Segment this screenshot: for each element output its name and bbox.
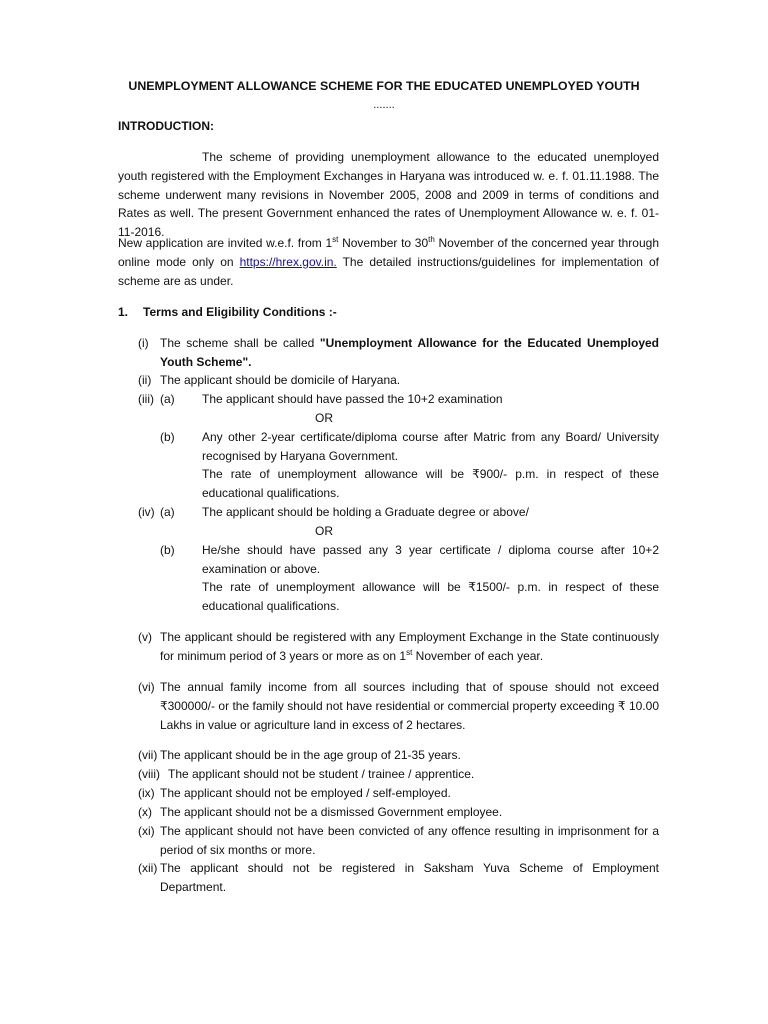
item-iv-a-label: (a)	[160, 505, 175, 519]
item-i-prefix: The scheme shall be called	[160, 336, 320, 350]
item-iii-rate: The rate of unemployment allowance will be ₹900/- p.m. in respect of these educational qualifications.	[202, 467, 659, 500]
item-ix: The applicant should not be employed / self-employed.	[160, 786, 451, 800]
apply-sup-1: st	[332, 235, 339, 244]
title-separator: .......	[373, 99, 395, 111]
apply-text-4: The detailed instructions/guidelines for implementation of scheme are as under.	[118, 254, 659, 288]
item-viii: The applicant should not be student / trainee / apprentice.	[168, 767, 475, 781]
item-iv-b: He/she should have passed any 3 year certificate / diploma course after 10+2 examination or above.	[202, 543, 659, 576]
item-v-text-1: The applicant should be registered with any Employment Exchange in the State continuously for minimum period of 3 years or more as on 1	[160, 630, 659, 663]
item-i	[160, 334, 659, 372]
item-vi-number: (vi)	[138, 680, 155, 694]
item-iii-a-label: (a)	[160, 392, 175, 406]
item-iv-number: (iv)	[138, 505, 155, 519]
intro-paragraph: The scheme of providing unemployment allowance to the educated unemployed youth registered with the Employment Exchanges in Haryana was introduced w. e. f. 01.11.1988. The scheme underwent many revisions in November 2005, 2008 and 2009 in terms of conditions and Rates as well. The present Government enhanced the rates of Unemployment Allowance w. e. f. 01-11-2016.	[118, 150, 659, 240]
section-title: Terms and Eligibility Conditions :-	[143, 305, 337, 319]
item-ii-number: (ii)	[138, 373, 152, 387]
item-iv-or: OR	[315, 524, 333, 538]
item-iii-b: Any other 2-year certificate/diploma course after Matric from any Board/ University recognised by Haryana Government.	[202, 430, 659, 463]
item-v	[160, 628, 659, 666]
item-xii-number: (xii)	[138, 861, 158, 875]
item-v-text-2: November of each year.	[412, 648, 544, 663]
item-iii-or: OR	[315, 411, 333, 425]
item-iii-number: (iii)	[138, 392, 154, 406]
item-iv-rate: The rate of unemployment allowance will be ₹1500/- p.m. in respect of these educational qualifications.	[202, 580, 659, 613]
item-vii-number: (vii)	[138, 748, 158, 762]
item-iv-a: The applicant should be holding a Graduate degree or above/	[202, 505, 529, 519]
hrex-link[interactable]: https://hrex.gov.in.	[239, 254, 337, 269]
item-viii-number: (viii)	[138, 767, 160, 781]
item-iii-b-label: (b)	[160, 430, 175, 444]
apply-text-2: November to 30	[338, 236, 429, 250]
item-x-number: (x)	[138, 805, 152, 819]
item-v-number: (v)	[138, 630, 152, 644]
intro-heading: INTRODUCTION:	[118, 119, 214, 133]
item-vii: The applicant should be in the age group of 21-35 years.	[160, 748, 461, 762]
application-paragraph	[118, 234, 659, 290]
item-i-number: (i)	[138, 336, 149, 350]
item-xii: The applicant should not be registered in Saksham Yuva Scheme of Employment Department.	[160, 861, 659, 894]
item-xi-number: (xi)	[138, 824, 155, 838]
item-ix-number: (ix)	[138, 786, 155, 800]
document-title: UNEMPLOYMENT ALLOWANCE SCHEME FOR THE EDUCATED UNEMPLOYED YOUTH	[128, 79, 640, 93]
apply-sup-2: th	[428, 235, 435, 244]
item-ii: The applicant should be domicile of Haryana.	[160, 373, 401, 387]
item-iii-a: The applicant should have passed the 10+2 examination	[202, 392, 503, 406]
item-v-sup: st	[406, 647, 413, 657]
item-vi: The annual family income from all sources including that of spouse should not exceed ₹300000/- or the family should not have residential or commercial property exceeding ₹ 10.00 Lakhs in value or agriculture land in excess of 2 hectares.	[160, 680, 659, 732]
section-number: 1.	[118, 305, 129, 319]
item-iv-b-label: (b)	[160, 543, 175, 557]
item-x: The applicant should not be a dismissed Government employee.	[160, 805, 503, 819]
scheme-name: "Unemployment Allowance for the Educated Unemployed Youth Scheme".	[160, 336, 659, 369]
apply-text-1: New application are invited w.e.f. from 1	[118, 236, 333, 250]
item-xi: The applicant should not have been convicted of any offence resulting in imprisonment for a period of six months or more.	[160, 824, 659, 857]
apply-text-3: November of the concerned year through online mode only on	[118, 236, 659, 269]
